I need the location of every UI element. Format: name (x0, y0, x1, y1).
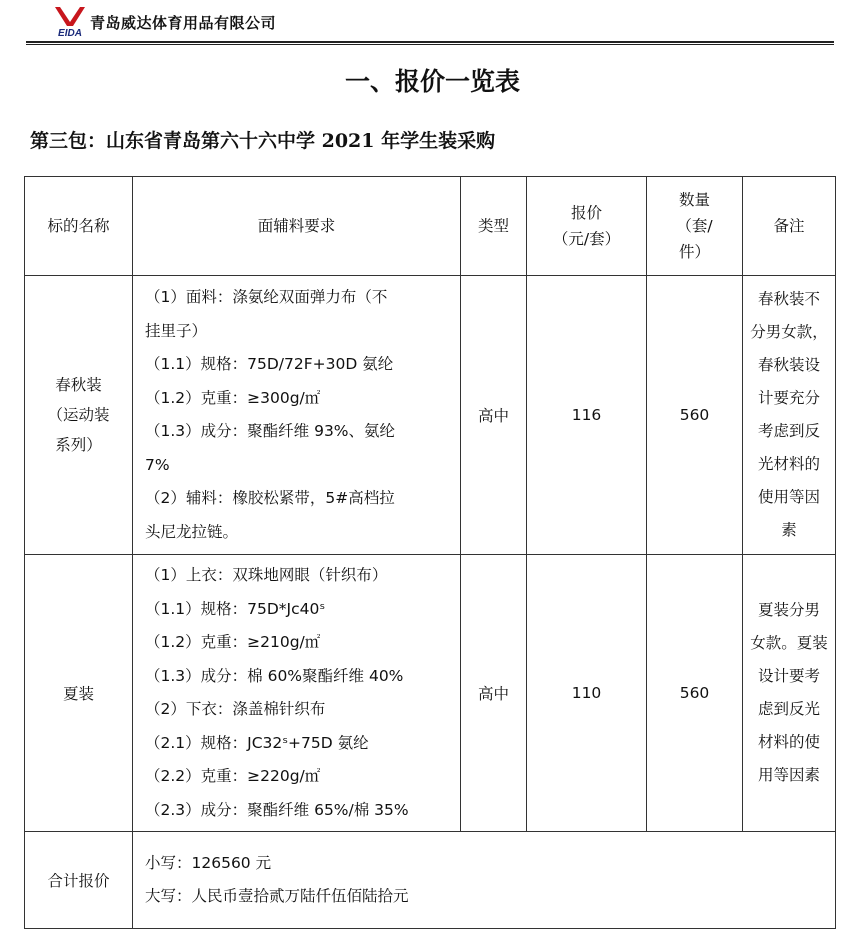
header-price (527, 177, 647, 276)
note-line: 光材料的 (757, 455, 820, 473)
header-row (25, 177, 836, 276)
note-cell (743, 276, 836, 555)
requirement-line: （1.2）克重：≥210g/㎡ (145, 633, 321, 651)
type-cell: 高中 (461, 276, 527, 555)
requirement-line: （1.3）成分：棉 60%聚酯纤维 40% (145, 666, 404, 685)
item-name-cell (25, 555, 133, 832)
note-line: 设计要考 (757, 667, 820, 685)
price-cell: 110 (527, 555, 647, 832)
requirement-line: （1.1）规格：75D*Jc40ˢ (145, 599, 326, 618)
total-lowercase: 小写：126560 元 (145, 854, 272, 872)
header-quantity-line: （套/ (676, 217, 713, 235)
header-rule (26, 41, 834, 43)
header-type: 类型 (461, 177, 527, 276)
requirement-line: （1）面料：涤氨纶双面弹力布（不 (145, 288, 388, 306)
price-cell: 116 (527, 276, 647, 555)
header-name: 标的名称 (25, 177, 133, 276)
note-line: 夏装分男 (757, 601, 820, 619)
note-line: 考虑到反 (757, 422, 820, 440)
quantity-cell: 560 (647, 555, 743, 832)
total-uppercase: 大写：人民币壹拾贰万陆仟伍佰陆拾元 (145, 887, 409, 905)
note-line: 分男女款， (750, 323, 828, 341)
header-note: 备注 (743, 177, 836, 276)
requirement-line: （2）辅料：橡胶松紧带，5#高档拉 (145, 489, 395, 507)
requirement-line: 7% (145, 455, 170, 474)
requirement-line: （1.2）克重：≥300g/㎡ (145, 388, 321, 407)
item-name-line: 春秋装 (55, 376, 102, 394)
note-line: 虑到反光 (757, 700, 820, 718)
requirement-line: （2.1）规格：JC32ˢ+75D 氨纶 (145, 733, 369, 752)
header-rule-thin (26, 44, 834, 45)
item-name-cell (25, 276, 133, 555)
header-requirements: 面辅料要求 (133, 177, 461, 276)
page-header (0, 0, 865, 48)
table-row (25, 276, 836, 555)
note-line: 使用等因 (757, 488, 820, 506)
quantity-cell: 560 (647, 276, 743, 555)
company-logo (52, 4, 88, 38)
requirement-line: （1.3）成分：聚酯纤维 93%、氨纶 (145, 422, 396, 440)
total-row (25, 832, 836, 929)
note-cell (743, 555, 836, 832)
note-line: 材料的使 (757, 733, 820, 751)
item-name-line: （运动装 (47, 406, 110, 424)
item-name-line: 系列） (55, 436, 102, 454)
requirements-cell (133, 555, 461, 832)
note-line: 素 (781, 521, 797, 539)
quote-table (24, 176, 836, 929)
page-title: 一、报价一览表 (344, 67, 520, 96)
header-quantity-line: 件） (678, 243, 710, 261)
requirement-line: （2）下衣：涤盖棉针织布 (145, 700, 326, 718)
header-quantity-line: 数量 (678, 191, 710, 209)
requirement-line: 挂里子） (145, 321, 208, 340)
requirement-line: （2.3）成分：聚酯纤维 65%/棉 35% (145, 800, 409, 819)
total-values (133, 832, 836, 929)
type-cell: 高中 (461, 555, 527, 832)
note-line: 女款。夏装 (750, 634, 828, 652)
logo-text: EIDA (58, 28, 82, 38)
requirement-line: 头尼龙拉链。 (145, 522, 239, 541)
total-label: 合计报价 (25, 832, 133, 929)
note-line: 春秋装设 (757, 356, 820, 374)
note-line: 春秋装不 (757, 290, 820, 308)
note-line: 计要充分 (757, 389, 820, 407)
note-line: 用等因素 (757, 766, 820, 784)
requirement-line: （1.1）规格：75D/72F+30D 氨纶 (145, 355, 394, 373)
company-name: 青岛威达体育用品有限公司 (90, 14, 277, 32)
requirements-cell (133, 276, 461, 555)
table-row (25, 555, 836, 832)
header-price-line: （元/套） (552, 230, 621, 248)
item-name-line: 夏装 (62, 685, 94, 703)
header-price-line: 报价 (570, 204, 602, 222)
package-title: 第三包：山东省青岛第六十六中学 2021 年学生装采购 (30, 130, 496, 152)
requirement-line: （1）上衣：双珠地网眼（针织布） (145, 566, 388, 584)
header-quantity (647, 177, 743, 276)
requirement-line: （2.2）克重：≥220g/㎡ (145, 767, 321, 785)
